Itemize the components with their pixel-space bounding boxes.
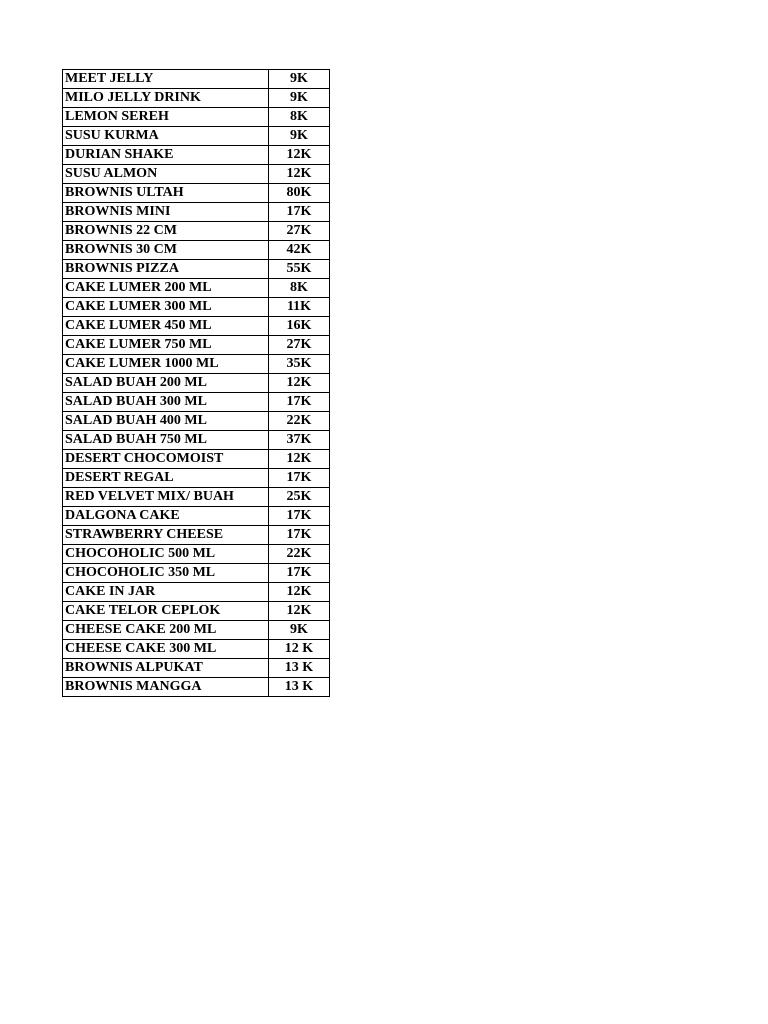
item-price-cell[interactable]: 8K (269, 108, 330, 127)
price-list-table (62, 69, 330, 697)
item-name-cell[interactable]: CHEESE CAKE 300 ML (63, 640, 269, 659)
price-list-row (63, 336, 330, 355)
price-list-row (63, 108, 330, 127)
price-list-row (63, 431, 330, 450)
item-name-cell[interactable]: BROWNIS ULTAH (63, 184, 269, 203)
item-name-cell[interactable]: DALGONA CAKE (63, 507, 269, 526)
price-list-row (63, 507, 330, 526)
item-name-cell[interactable]: BROWNIS MINI (63, 203, 269, 222)
item-price-cell[interactable]: 22K (269, 545, 330, 564)
item-name-cell[interactable]: CAKE LUMER 200 ML (63, 279, 269, 298)
item-name-cell[interactable]: MILO JELLY DRINK (63, 89, 269, 108)
price-list-row (63, 526, 330, 545)
price-list-row (63, 412, 330, 431)
price-list-row (63, 659, 330, 678)
item-price-cell[interactable]: 17K (269, 203, 330, 222)
item-price-cell[interactable]: 9K (269, 621, 330, 640)
item-price-cell[interactable]: 13 K (269, 659, 330, 678)
price-list-row (63, 602, 330, 621)
item-name-cell[interactable]: CAKE LUMER 750 ML (63, 336, 269, 355)
price-list-row (63, 317, 330, 336)
item-price-cell[interactable]: 12K (269, 374, 330, 393)
item-name-cell[interactable]: RED VELVET MIX/ BUAH (63, 488, 269, 507)
price-list-row (63, 146, 330, 165)
item-price-cell[interactable]: 8K (269, 279, 330, 298)
price-list-row (63, 374, 330, 393)
item-price-cell[interactable]: 9K (269, 70, 330, 89)
price-list-row (63, 203, 330, 222)
item-name-cell[interactable]: SUSU ALMON (63, 165, 269, 184)
item-price-cell[interactable]: 42K (269, 241, 330, 260)
item-price-cell[interactable]: 9K (269, 89, 330, 108)
price-list-row (63, 469, 330, 488)
item-price-cell[interactable]: 17K (269, 507, 330, 526)
item-name-cell[interactable]: STRAWBERRY CHEESE (63, 526, 269, 545)
item-price-cell[interactable]: 17K (269, 393, 330, 412)
item-name-cell[interactable]: CHOCOHOLIC 500 ML (63, 545, 269, 564)
price-list-row (63, 545, 330, 564)
item-name-cell[interactable]: SALAD BUAH 300 ML (63, 393, 269, 412)
item-name-cell[interactable]: SALAD BUAH 750 ML (63, 431, 269, 450)
item-name-cell[interactable]: DESERT REGAL (63, 469, 269, 488)
item-price-cell[interactable]: 12K (269, 450, 330, 469)
item-name-cell[interactable]: BROWNIS ALPUKAT (63, 659, 269, 678)
item-price-cell[interactable]: 27K (269, 336, 330, 355)
item-name-cell[interactable]: CAKE LUMER 450 ML (63, 317, 269, 336)
item-price-cell[interactable]: 37K (269, 431, 330, 450)
price-list-row (63, 127, 330, 146)
item-name-cell[interactable]: DURIAN SHAKE (63, 146, 269, 165)
price-list-row (63, 298, 330, 317)
item-price-cell[interactable]: 16K (269, 317, 330, 336)
price-list-body (63, 70, 330, 697)
item-price-cell[interactable]: 17K (269, 564, 330, 583)
item-name-cell[interactable]: CHOCOHOLIC 350 ML (63, 564, 269, 583)
item-price-cell[interactable]: 9K (269, 127, 330, 146)
item-price-cell[interactable]: 12K (269, 146, 330, 165)
price-list-row (63, 640, 330, 659)
item-price-cell[interactable]: 11K (269, 298, 330, 317)
price-list-row (63, 488, 330, 507)
item-price-cell[interactable]: 17K (269, 526, 330, 545)
item-name-cell[interactable]: CAKE LUMER 1000 ML (63, 355, 269, 374)
item-price-cell[interactable]: 12 K (269, 640, 330, 659)
price-list-row (63, 222, 330, 241)
item-name-cell[interactable]: CAKE LUMER 300 ML (63, 298, 269, 317)
item-name-cell[interactable]: SALAD BUAH 200 ML (63, 374, 269, 393)
item-name-cell[interactable]: CAKE TELOR CEPLOK (63, 602, 269, 621)
item-name-cell[interactable]: DESERT CHOCOMOIST (63, 450, 269, 469)
price-list-row (63, 583, 330, 602)
price-list-row (63, 279, 330, 298)
item-name-cell[interactable]: BROWNIS 30 CM (63, 241, 269, 260)
item-name-cell[interactable]: BROWNIS PIZZA (63, 260, 269, 279)
item-name-cell[interactable]: CAKE IN JAR (63, 583, 269, 602)
item-price-cell[interactable]: 13 K (269, 678, 330, 697)
item-name-cell[interactable]: MEET JELLY (63, 70, 269, 89)
price-list-row (63, 165, 330, 184)
price-list-row (63, 393, 330, 412)
item-name-cell[interactable]: BROWNIS 22 CM (63, 222, 269, 241)
price-list-row (63, 355, 330, 374)
price-list-row (63, 450, 330, 469)
item-price-cell[interactable]: 35K (269, 355, 330, 374)
price-list-row (63, 89, 330, 108)
price-list-row (63, 678, 330, 697)
item-price-cell[interactable]: 12K (269, 165, 330, 184)
price-list-row (63, 621, 330, 640)
item-name-cell[interactable]: SUSU KURMA (63, 127, 269, 146)
item-price-cell[interactable]: 80K (269, 184, 330, 203)
price-list-row (63, 260, 330, 279)
item-name-cell[interactable]: BROWNIS MANGGA (63, 678, 269, 697)
item-name-cell[interactable]: LEMON SEREH (63, 108, 269, 127)
price-list-row (63, 70, 330, 89)
item-price-cell[interactable]: 17K (269, 469, 330, 488)
price-list-row (63, 564, 330, 583)
item-price-cell[interactable]: 12K (269, 602, 330, 621)
item-price-cell[interactable]: 12K (269, 583, 330, 602)
item-price-cell[interactable]: 25K (269, 488, 330, 507)
item-price-cell[interactable]: 55K (269, 260, 330, 279)
price-list-row (63, 241, 330, 260)
item-price-cell[interactable]: 27K (269, 222, 330, 241)
item-name-cell[interactable]: SALAD BUAH 400 ML (63, 412, 269, 431)
item-price-cell[interactable]: 22K (269, 412, 330, 431)
price-list-row (63, 184, 330, 203)
item-name-cell[interactable]: CHEESE CAKE 200 ML (63, 621, 269, 640)
